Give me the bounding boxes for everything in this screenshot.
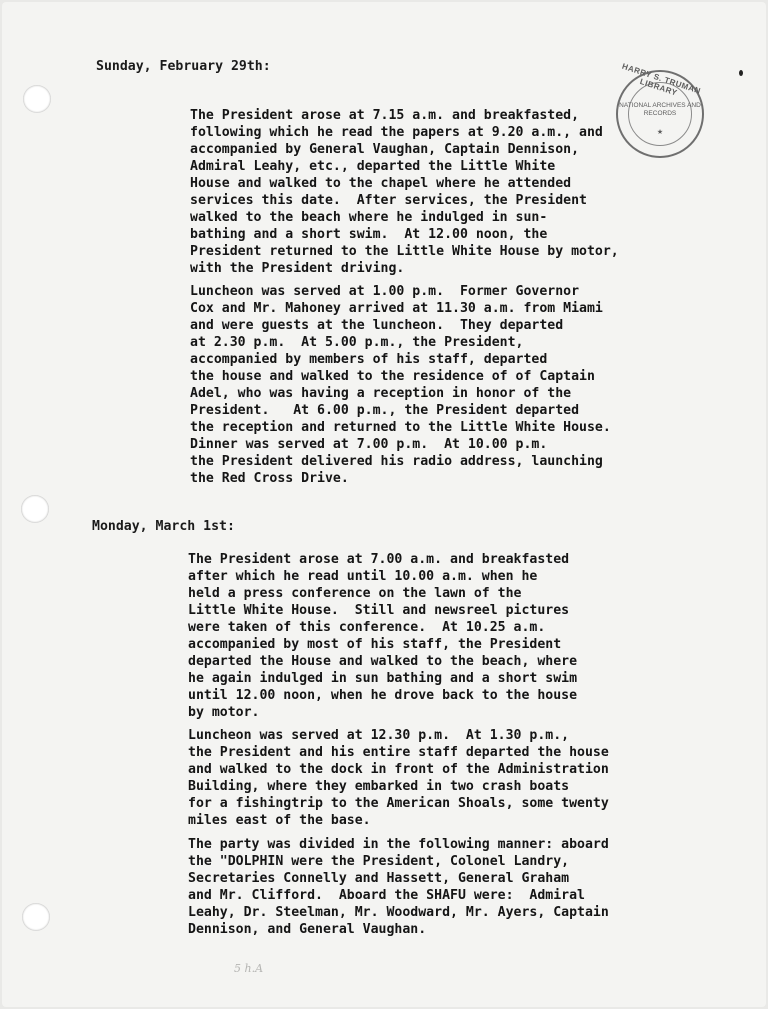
- paragraph-monday-boats: [188, 836, 609, 938]
- text-line: and Mr. Clifford. Aboard the SHAFU were: Admiral: [188, 888, 585, 903]
- text-line: the Red Cross Drive.: [190, 471, 349, 486]
- text-line: Dinner was served at 7.00 p.m. At 10.00 p.m.: [190, 437, 548, 452]
- stamp-middle-text: NATIONAL ARCHIVES AND RECORDS: [619, 102, 701, 117]
- text-line: and walked to the dock in front of the Administration: [188, 762, 609, 777]
- text-line: miles east of the base.: [188, 813, 371, 828]
- text-line: accompanied by General Vaughan, Captain Dennison,: [190, 142, 580, 157]
- text-line: were taken of this conference. At 10.25 a.m.: [188, 620, 546, 635]
- ink-speck: [739, 70, 743, 76]
- punch-hole-top: [23, 85, 51, 113]
- paragraph-sunday-afternoon: [190, 283, 611, 487]
- text-line: The President arose at 7.15 a.m. and breakfasted,: [190, 108, 580, 123]
- text-line: The President arose at 7.00 a.m. and breakfasted: [188, 552, 570, 567]
- text-line: Luncheon was served at 1.00 p.m. Former Governor: [190, 284, 580, 299]
- text-line: Building, where they embarked in two crash boats: [188, 779, 570, 794]
- text-line: the house and walked to the residence of of Captain: [190, 369, 595, 384]
- text-line: until 12.00 noon, when he drove back to the house: [188, 688, 578, 703]
- text-line: the President delivered his radio address, launching: [190, 454, 603, 469]
- paragraph-monday-afternoon: [188, 727, 609, 829]
- stamp-top-text: HARRY S. TRUMAN LIBRARY: [620, 61, 702, 98]
- faint-margin-note: 5 h.A: [234, 962, 264, 975]
- text-line: with the President driving.: [190, 261, 405, 276]
- text-line: Dennison, and General Vaughan.: [188, 922, 427, 937]
- text-line: House and walked to the chapel where he attended: [190, 176, 572, 191]
- paragraph-monday-morning: [188, 551, 577, 721]
- text-line: after which he read until 10.00 a.m. when he: [188, 569, 538, 584]
- text-line: by motor.: [188, 705, 260, 720]
- text-line: and were guests at the luncheon. They departed: [190, 318, 564, 333]
- paragraph-sunday-morning: [190, 107, 619, 277]
- document-page: [2, 2, 766, 1007]
- text-line: Cox and Mr. Mahoney arrived at 11.30 a.m. from Miami: [190, 301, 603, 316]
- text-line: The party was divided in the following manner: aboard: [188, 837, 609, 852]
- text-line: at 2.30 p.m. At 5.00 p.m., the President,: [190, 335, 524, 350]
- day-heading-sunday: Sunday, February 29th:: [96, 59, 271, 74]
- text-line: Adel, who was having a reception in honor of the: [190, 386, 572, 401]
- text-line: bathing and a short swim. At 12.00 noon, the: [190, 227, 548, 242]
- archive-stamp: [616, 61, 704, 158]
- text-line: President returned to the Little White House by motor,: [190, 244, 619, 259]
- text-line: the President and his entire staff departed the house: [188, 745, 609, 760]
- text-line: Admiral Leahy, etc., departed the Little White: [190, 159, 556, 174]
- punch-hole-bottom: [22, 903, 50, 931]
- text-line: departed the House and walked to the beach, where: [188, 654, 578, 669]
- text-line: for a fishingtrip to the American Shoals, some twenty: [188, 796, 609, 811]
- text-line: walked to the beach where he indulged in sun-: [190, 210, 548, 225]
- text-line: accompanied by most of his staff, the President: [188, 637, 562, 652]
- text-line: Little White House. Still and newsreel pictures: [188, 603, 570, 618]
- punch-hole-middle: [21, 495, 49, 523]
- text-line: accompanied by members of his staff, departed: [190, 352, 548, 367]
- day-heading-monday: Monday, March 1st:: [92, 519, 235, 534]
- text-line: Secretaries Connelly and Hassett, General Graham: [188, 871, 570, 886]
- stamp-bottom-text: ★: [656, 129, 664, 136]
- text-line: Luncheon was served at 12.30 p.m. At 1.30 p.m.,: [188, 728, 570, 743]
- text-line: following which he read the papers at 9.20 a.m., and: [190, 125, 603, 140]
- text-line: held a press conference on the lawn of the: [188, 586, 522, 601]
- text-line: he again indulged in sun bathing and a short swim: [188, 671, 578, 686]
- text-line: the reception and returned to the Little White House.: [190, 420, 611, 435]
- text-line: the "DOLPHIN were the President, Colonel Landry,: [188, 854, 570, 869]
- text-line: President. At 6.00 p.m., the President departed: [190, 403, 580, 418]
- text-line: Leahy, Dr. Steelman, Mr. Woodward, Mr. Ayers, Captain: [188, 905, 609, 920]
- text-line: services this date. After services, the President: [190, 193, 587, 208]
